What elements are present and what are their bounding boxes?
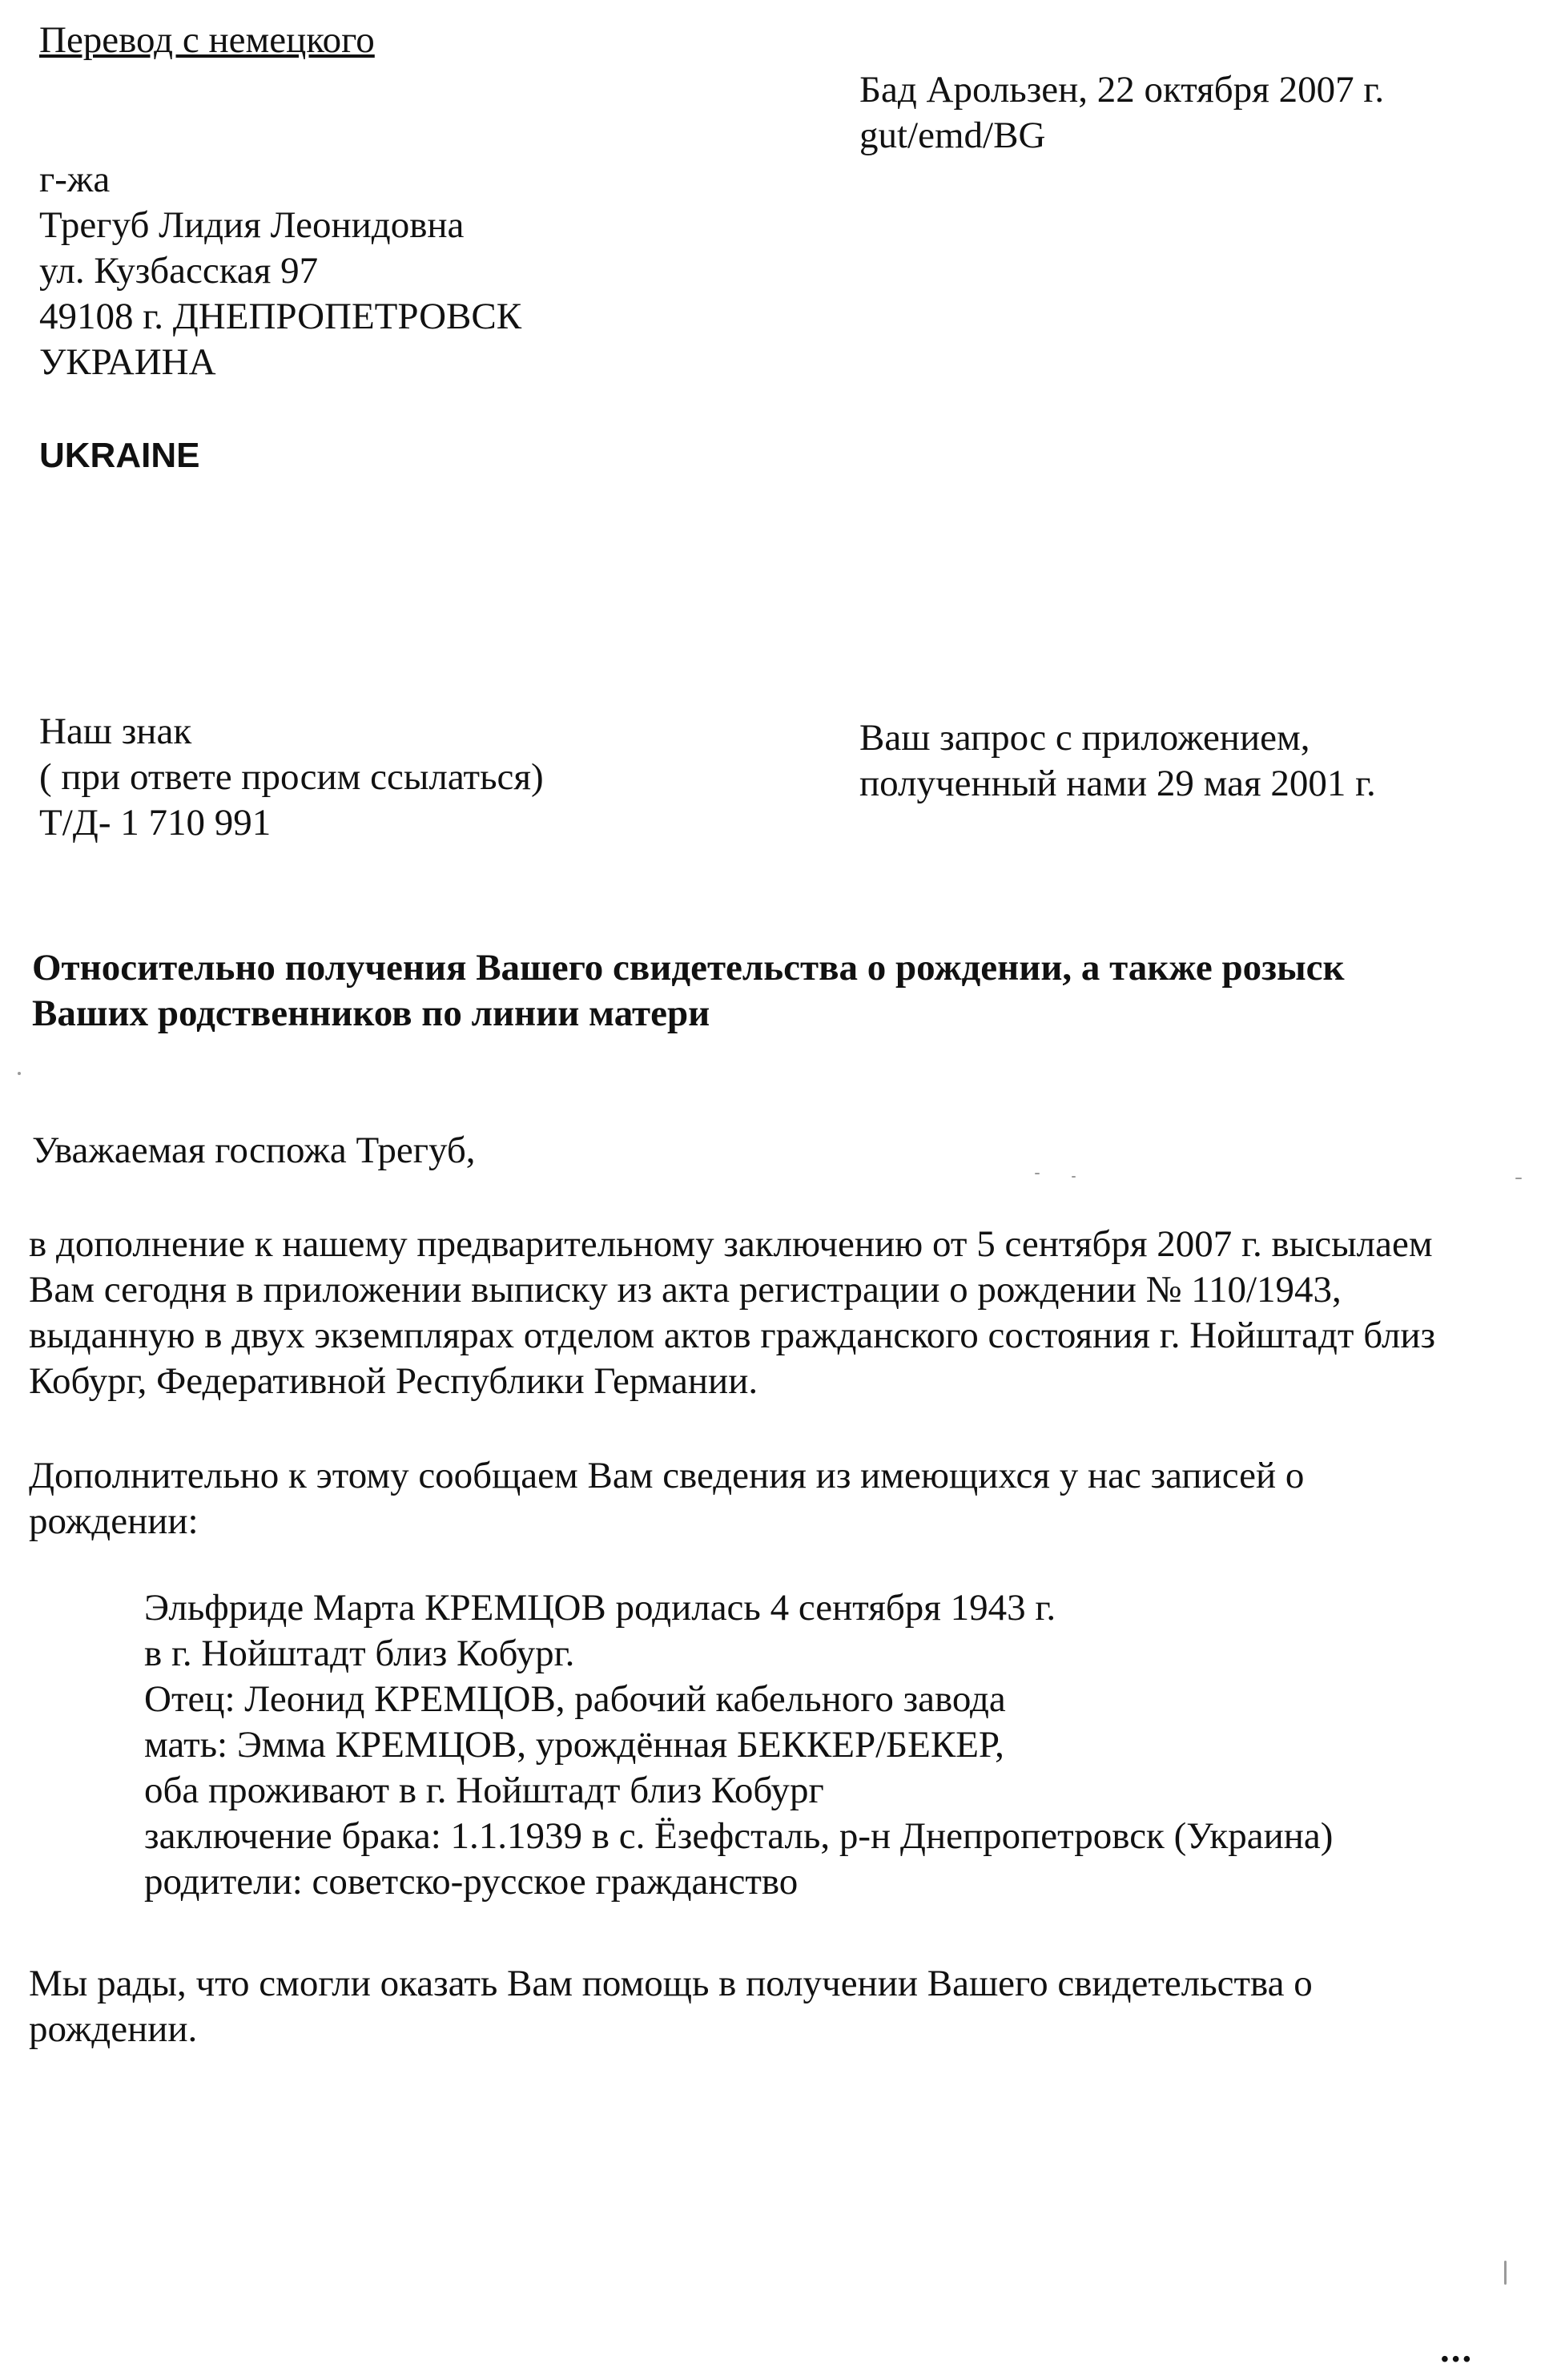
continuation-marker: ... (1440, 2329, 1474, 2370)
recipient-street: ул. Кузбасская 97 (39, 250, 319, 292)
record-line: в г. Нойштадт близ Кобург. (144, 1633, 575, 1674)
recipient-name: Трегуб Лидия Леонидовна (39, 204, 465, 246)
greeting: Уважаемая госпожа Трегуб, (32, 1130, 476, 1171)
recipient-country: УКРАИНА (39, 341, 216, 383)
paragraph-line: Кобург, Федеративной Республики Германии. (29, 1360, 758, 1402)
record-line: Эльфриде Марта КРЕМЦОВ родилась 4 сентября 1943 г. (144, 1587, 1056, 1629)
record-line: Отец: Леонид КРЕМЦОВ, рабочий кабельного завода (144, 1678, 1006, 1720)
reference-code: gut/emd/BG (859, 115, 1046, 156)
subject-line: Относительно получения Вашего свидетельства о рождении, а также розыск (32, 947, 1345, 989)
paragraph-records (29, 1453, 1304, 1544)
scan-speck (1504, 2261, 1507, 2285)
recipient-title: г-жа (39, 159, 111, 200)
place-date: Бад Арользен, 22 октября 2007 г. (859, 69, 1385, 111)
translation-note: Перевод с немецкого (39, 19, 375, 61)
paragraph-line: выданную в двух экземплярах отделом актов гражданского состояния г. Нойштадт близ (29, 1315, 1436, 1356)
paragraph-line: Мы рады, что смогли оказать Вам помощь в получении Вашего свидетельства о (29, 1963, 1313, 2004)
paragraph-line: рождении: (29, 1500, 199, 1542)
paragraph-line: Вам сегодня в приложении выписку из акта регистрации о рождении № 110/1943, (29, 1269, 1342, 1311)
scan-speck (1035, 1173, 1040, 1174)
record-line: заключение брака: 1.1.1939 в с. Ёзефсталь, р-н Днепропетровск (Украина) (144, 1815, 1334, 1857)
your-request-line: полученный нами 29 мая 2001 г. (859, 763, 1376, 804)
record-line: родители: советско-русское гражданство (144, 1861, 799, 1903)
our-sign-value: Т/Д- 1 710 991 (39, 802, 272, 844)
subject-line: Ваших родственников по линии матери (32, 993, 710, 1034)
record-line: оба проживают в г. Нойштадт близ Кобург (144, 1770, 824, 1811)
recipient-address (39, 157, 521, 385)
paragraph-line: в дополнение к нашему предварительному заключению от 5 сентября 2007 г. высылаем (29, 1223, 1433, 1265)
subject (32, 945, 1345, 1037)
birth-record (144, 1585, 1333, 1905)
your-request-line: Ваш запрос с приложением, (859, 717, 1310, 759)
our-sign-note: ( при ответе просим ссылаться) (39, 756, 544, 798)
paragraph-enclosure (29, 1222, 1435, 1404)
record-line: мать: Эмма КРЕМЦОВ, урождённая БЕККЕР/БЕКЕР, (144, 1724, 1004, 1766)
your-request (859, 715, 1376, 807)
paragraph-line: рождении. (29, 2008, 198, 2050)
scan-speck (1072, 1176, 1076, 1178)
scan-speck (18, 1072, 21, 1075)
scan-speck (1515, 1178, 1522, 1179)
paragraph-closing (29, 1961, 1313, 2052)
our-reference (39, 709, 544, 846)
recipient-country-en: UKRAINE (39, 436, 200, 475)
paragraph-line: Дополнительно к этому сообщаем Вам сведения из имеющихся у нас записей о (29, 1455, 1305, 1496)
recipient-city: 49108 г. ДНЕПРОПЕТРОВСК (39, 296, 522, 337)
our-sign-label: Наш знак (39, 711, 192, 752)
